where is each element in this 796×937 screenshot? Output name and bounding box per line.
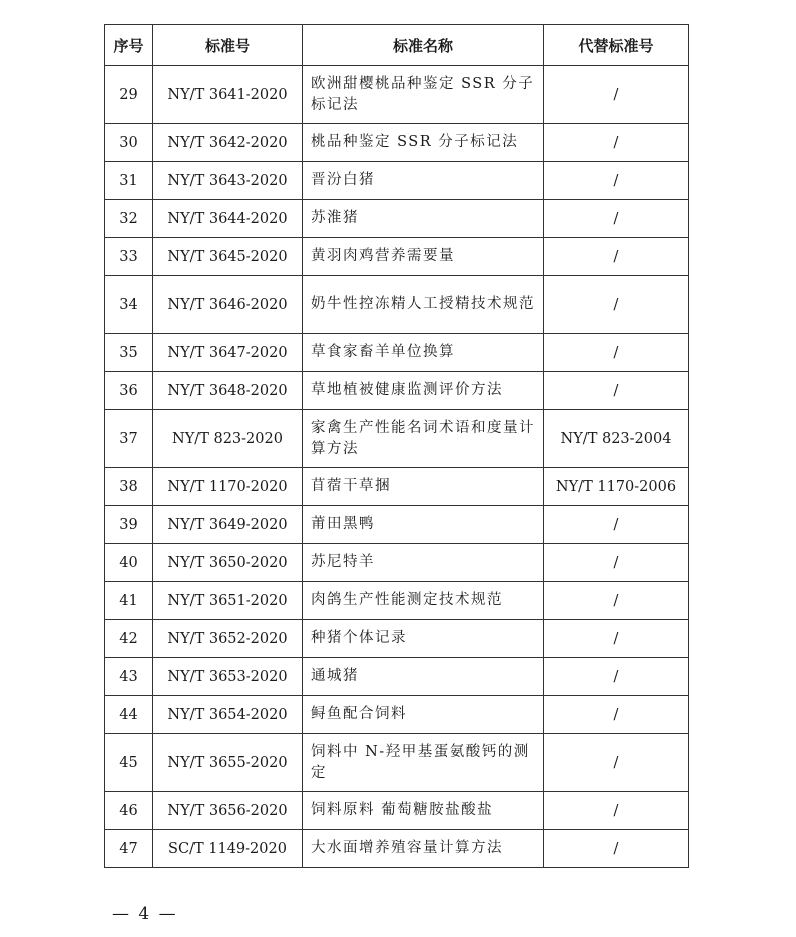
cell-replaced-code: / <box>544 734 689 792</box>
cell-replaced-code: / <box>544 162 689 200</box>
cell-standard-code: NY/T 3645-2020 <box>153 238 303 276</box>
cell-replaced-code: / <box>544 238 689 276</box>
cell-standard-name: 鲟鱼配合饲料 <box>303 696 544 734</box>
cell-replaced-code: / <box>544 792 689 830</box>
cell-serial: 35 <box>105 334 153 372</box>
cell-standard-code: NY/T 3646-2020 <box>153 276 303 334</box>
cell-standard-name: 通城猪 <box>303 658 544 696</box>
table-row <box>105 506 689 544</box>
header-standard-code: 标准号 <box>153 25 303 66</box>
cell-serial: 40 <box>105 544 153 582</box>
cell-serial: 32 <box>105 200 153 238</box>
standards-table <box>104 24 689 868</box>
cell-standard-name: 欧洲甜樱桃品种鉴定 SSR 分子标记法 <box>303 66 544 124</box>
cell-serial: 45 <box>105 734 153 792</box>
table-row <box>105 66 689 124</box>
cell-standard-code: NY/T 3655-2020 <box>153 734 303 792</box>
cell-standard-name: 饲料原料 葡萄糖胺盐酸盐 <box>303 792 544 830</box>
cell-standard-name: 肉鸽生产性能测定技术规范 <box>303 582 544 620</box>
cell-standard-code: SC/T 1149-2020 <box>153 830 303 868</box>
cell-standard-name: 饲料中 N-羟甲基蛋氨酸钙的测定 <box>303 734 544 792</box>
cell-replaced-code: / <box>544 200 689 238</box>
cell-standard-code: NY/T 3652-2020 <box>153 620 303 658</box>
table-row <box>105 544 689 582</box>
cell-serial: 42 <box>105 620 153 658</box>
cell-standard-code: NY/T 1170-2020 <box>153 468 303 506</box>
table-row <box>105 334 689 372</box>
cell-serial: 29 <box>105 66 153 124</box>
header-replaced-code: 代替标准号 <box>544 25 689 66</box>
table-row <box>105 658 689 696</box>
table-row <box>105 124 689 162</box>
cell-standard-code: NY/T 3641-2020 <box>153 66 303 124</box>
table-row <box>105 792 689 830</box>
cell-replaced-code: / <box>544 124 689 162</box>
header-standard-name: 标准名称 <box>303 25 544 66</box>
cell-standard-name: 苜蓿干草捆 <box>303 468 544 506</box>
table-row <box>105 830 689 868</box>
header-serial: 序号 <box>105 25 153 66</box>
table-body <box>105 66 689 868</box>
cell-serial: 46 <box>105 792 153 830</box>
cell-standard-code: NY/T 3648-2020 <box>153 372 303 410</box>
table-row <box>105 696 689 734</box>
cell-standard-name: 莆田黑鸭 <box>303 506 544 544</box>
cell-replaced-code: / <box>544 506 689 544</box>
cell-replaced-code: / <box>544 276 689 334</box>
cell-standard-name: 草地植被健康监测评价方法 <box>303 372 544 410</box>
cell-serial: 34 <box>105 276 153 334</box>
table-row <box>105 276 689 334</box>
cell-standard-code: NY/T 3651-2020 <box>153 582 303 620</box>
cell-replaced-code: / <box>544 658 689 696</box>
cell-replaced-code: / <box>544 620 689 658</box>
cell-serial: 39 <box>105 506 153 544</box>
cell-standard-name: 苏淮猪 <box>303 200 544 238</box>
table-row <box>105 372 689 410</box>
page-number: — 4 — <box>112 904 178 924</box>
cell-standard-code: NY/T 3642-2020 <box>153 124 303 162</box>
cell-replaced-code: NY/T 823-2004 <box>544 410 689 468</box>
cell-standard-code: NY/T 3654-2020 <box>153 696 303 734</box>
cell-replaced-code: / <box>544 334 689 372</box>
table-row <box>105 238 689 276</box>
cell-standard-code: NY/T 3647-2020 <box>153 334 303 372</box>
cell-standard-code: NY/T 3656-2020 <box>153 792 303 830</box>
cell-replaced-code: / <box>544 372 689 410</box>
cell-serial: 47 <box>105 830 153 868</box>
cell-standard-name: 家禽生产性能名词术语和度量计算方法 <box>303 410 544 468</box>
cell-serial: 33 <box>105 238 153 276</box>
cell-replaced-code: / <box>544 830 689 868</box>
table-row <box>105 200 689 238</box>
cell-replaced-code: NY/T 1170-2006 <box>544 468 689 506</box>
cell-serial: 36 <box>105 372 153 410</box>
cell-standard-name: 种猪个体记录 <box>303 620 544 658</box>
cell-serial: 37 <box>105 410 153 468</box>
table-row <box>105 582 689 620</box>
table-row <box>105 620 689 658</box>
cell-standard-code: NY/T 3643-2020 <box>153 162 303 200</box>
cell-standard-name: 大水面增养殖容量计算方法 <box>303 830 544 868</box>
cell-standard-code: NY/T 823-2020 <box>153 410 303 468</box>
cell-replaced-code: / <box>544 582 689 620</box>
table-row <box>105 468 689 506</box>
cell-replaced-code: / <box>544 544 689 582</box>
cell-standard-name: 晋汾白猪 <box>303 162 544 200</box>
cell-standard-name: 奶牛性控冻精人工授精技术规范 <box>303 276 544 334</box>
cell-standard-name: 草食家畜羊单位换算 <box>303 334 544 372</box>
cell-standard-code: NY/T 3650-2020 <box>153 544 303 582</box>
cell-standard-code: NY/T 3653-2020 <box>153 658 303 696</box>
cell-serial: 38 <box>105 468 153 506</box>
table-row <box>105 162 689 200</box>
cell-serial: 31 <box>105 162 153 200</box>
cell-serial: 41 <box>105 582 153 620</box>
table-row <box>105 734 689 792</box>
cell-serial: 43 <box>105 658 153 696</box>
cell-replaced-code: / <box>544 66 689 124</box>
cell-standard-code: NY/T 3649-2020 <box>153 506 303 544</box>
cell-standard-name: 黄羽肉鸡营养需要量 <box>303 238 544 276</box>
table-row <box>105 410 689 468</box>
cell-serial: 44 <box>105 696 153 734</box>
table-header-row <box>105 25 689 66</box>
cell-standard-name: 苏尼特羊 <box>303 544 544 582</box>
cell-replaced-code: / <box>544 696 689 734</box>
cell-standard-name: 桃品种鉴定 SSR 分子标记法 <box>303 124 544 162</box>
cell-serial: 30 <box>105 124 153 162</box>
cell-standard-code: NY/T 3644-2020 <box>153 200 303 238</box>
